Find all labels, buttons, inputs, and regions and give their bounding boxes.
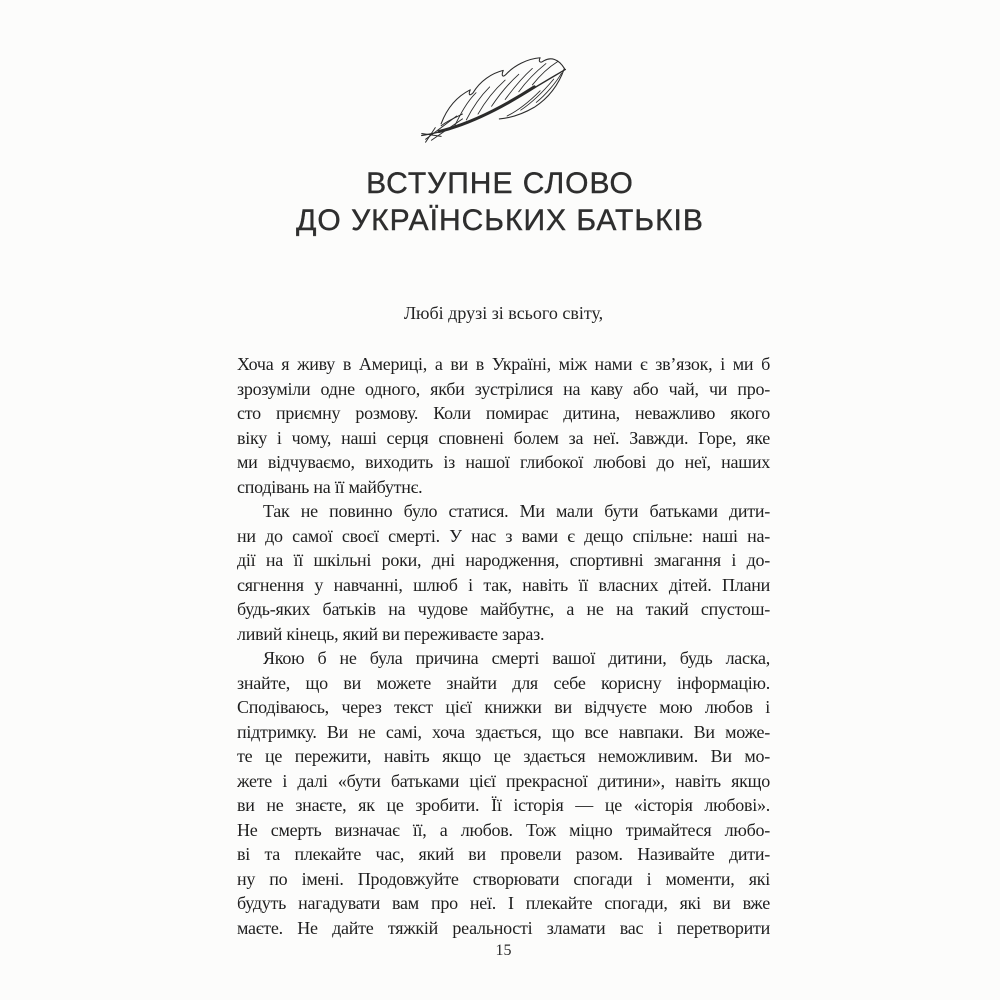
text-line: Так не повинно було статися. Ми мали бути батьками дити- — [263, 501, 770, 521]
text-line: ну по імені. Продовжуйте створювати спогади і моменти, які — [237, 868, 770, 889]
text-line: те це пережити, навіть якщо це здається неможливим. Ви мо- — [237, 746, 770, 766]
text-line: сто приємну розмову. Коли помирає дитина, неважливо якого — [237, 403, 770, 423]
paragraph — [237, 352, 770, 499]
text-line: Хоча я живу в Америці, а ви в Україні, між нами є зв’язок, і ми б — [237, 354, 770, 374]
text-line: сягнення у навчанні, шлюб і так, навіть її власних дітей. Плани — [237, 574, 770, 595]
body-text — [237, 352, 770, 940]
text-line: підтримку. Ви не самі, хоча здається, що все навпаки. Ви може- — [237, 721, 770, 742]
text-line: ми відчуваємо, виходить із нашої глибокої любові до неї, наших — [237, 452, 770, 472]
page-number: 15 — [495, 942, 512, 959]
text-line: знайте, що ви можете знайти для себе корисну інформацію. — [237, 672, 770, 693]
paragraph — [237, 646, 770, 940]
text-line: ви не знаєте, як це зробити. Її історія — це «історія любові». — [237, 795, 770, 815]
text-line: маєте. Не дайте тяжкій реальності зламати вас і перетворити — [237, 917, 770, 938]
feather-icon — [412, 46, 577, 153]
text-line: будуть нагадувати вам про неї. І плекайте спогади, які ви вже — [237, 893, 770, 913]
chapter-title — [0, 165, 1000, 239]
text-line: Не смерть визначає її, а любов. Тож міцно тримайтеся любо- — [237, 819, 770, 840]
text-line: будь-яких батьків на чудове майбутнє, а не на такий спустош- — [237, 599, 770, 619]
text-line: зрозуміли одне одного, якби зустрілися на каву або чай, чи про- — [237, 378, 770, 399]
text-line: Якою б не була причина смерті вашої дитини, будь ласка, — [263, 648, 770, 668]
text-line: ни до самої своєї смерті. У нас з вами є дещо спільне: наші на- — [237, 525, 770, 546]
chapter-title-line-2: ДО УКРАЇНСЬКИХ БАТЬКІВ — [296, 204, 704, 237]
text-line: дії на її шкільні роки, дні народження, спортивні змагання і до- — [237, 550, 770, 570]
text-line: жете і далі «бути батьками цієї прекрасної дитини», навіть якщо — [237, 770, 770, 791]
salutation: Любі друзі зі всього світу, — [403, 303, 604, 323]
text-line: ві та плекайте час, який ви провели разом. Називайте дити- — [237, 844, 770, 864]
paragraph — [237, 499, 770, 646]
text-line: Сподіваюсь, через текст цієї книжки ви відчуєте мою любов і — [237, 697, 770, 717]
text-line: віку і чому, наші серця сповнені болем за неї. Завжди. Горе, яке — [237, 427, 770, 448]
chapter-title-line-1: ВСТУПНЕ СЛОВО — [366, 167, 634, 200]
text-line: сподівань на її майбутнє. — [237, 476, 423, 497]
text-line: ливий кінець, який ви переживаєте зараз. — [237, 623, 545, 644]
